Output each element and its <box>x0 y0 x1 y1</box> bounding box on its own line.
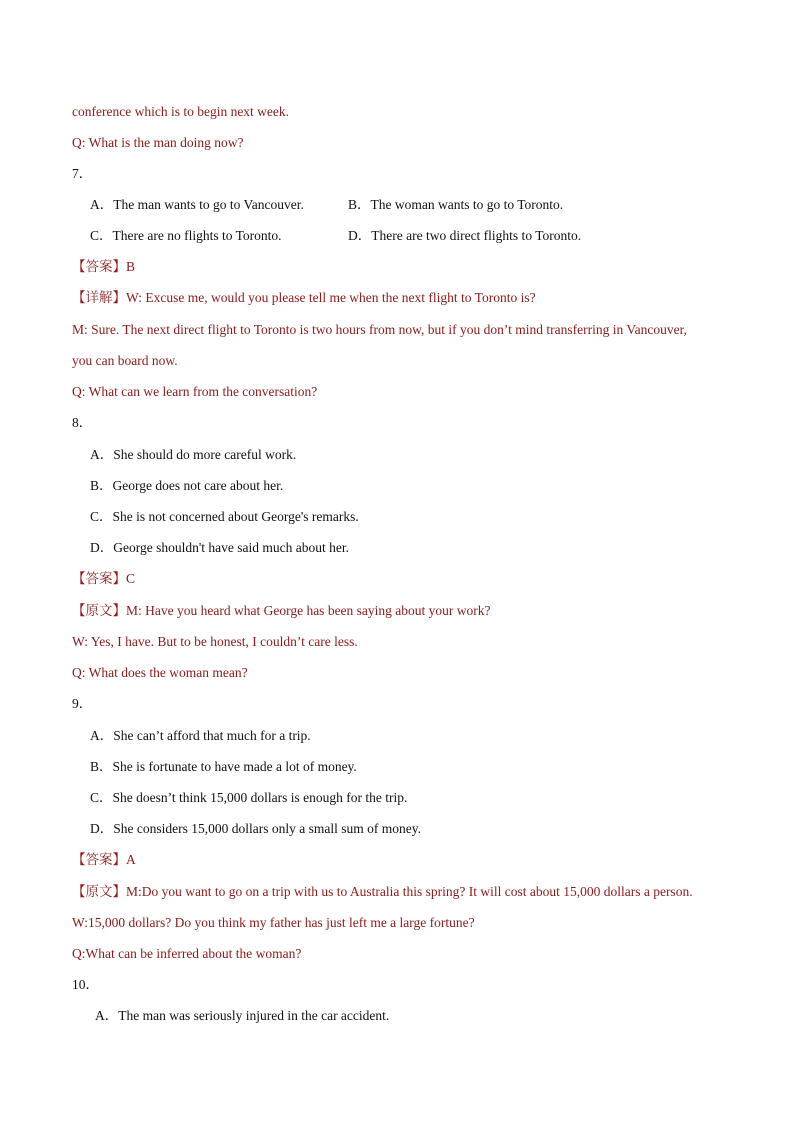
q9-option-c: C．She doesn’t think 15,000 dollars is enough for the trip. <box>90 790 408 805</box>
q8-option-d: D．George shouldn't have said much about her. <box>90 540 350 555</box>
q9-answer: 【答案】A <box>72 852 136 867</box>
q7-option-d: D．There are two direct flights to Toronto. <box>348 228 582 243</box>
q9-option-d: D．She considers 15,000 dollars only a small sum of money. <box>90 821 421 836</box>
q8-transcript-question: Q: What does the woman mean? <box>72 665 248 680</box>
transcript-question: Q: What is the man doing now? <box>72 135 244 150</box>
q8-option-a: A．She should do more careful work. <box>90 447 297 462</box>
q9-transcript-w: W:15,000 dollars? Do you think my father has just left me a large fortune? <box>72 915 475 930</box>
q7-transcript-m: M: Sure. The next direct flight to Toronto is two hours from now, but if you don’t mind transferring in Vancouver, <box>72 322 687 337</box>
question-number-7: 7． <box>72 166 93 181</box>
q9-option-a: A．She can’t afford that much for a trip. <box>90 728 311 743</box>
q8-option-c: C．She is not concerned about George's remarks. <box>90 509 359 524</box>
question-number-8: 8． <box>72 415 93 430</box>
q9-transcript-question: Q:What can be inferred about the woman? <box>72 946 302 961</box>
q10-option-a: A．The man was seriously injured in the car accident. <box>95 1008 390 1023</box>
q7-option-b: B．The woman wants to go to Toronto. <box>348 197 564 212</box>
transcript-line: conference which is to begin next week. <box>72 104 290 119</box>
q7-detail: 【详解】W: Excuse me, would you please tell me when the next flight to Toronto is? <box>72 290 536 305</box>
q7-transcript-m-cont: you can board now. <box>72 353 178 368</box>
q7-answer: 【答案】B <box>72 259 136 274</box>
q7-transcript-question: Q: What can we learn from the conversation? <box>72 384 318 399</box>
question-number-10: 10． <box>72 977 99 992</box>
q7-option-a: A．The man wants to go to Vancouver. <box>90 197 304 212</box>
q8-transcript-w: W: Yes, I have. But to be honest, I couldn’t care less. <box>72 634 358 649</box>
q8-answer: 【答案】C <box>72 571 136 586</box>
q8-option-b: B．George does not care about her. <box>90 478 284 493</box>
q9-original: 【原文】M:Do you want to go on a trip with us to Australia this spring? It will cost about 15,000 dollars a person. <box>72 884 693 899</box>
q9-option-b: B．She is fortunate to have made a lot of money. <box>90 759 357 774</box>
q8-original: 【原文】M: Have you heard what George has been saying about your work? <box>72 603 491 618</box>
q7-option-c: C．There are no flights to Toronto. <box>90 228 282 243</box>
question-number-9: 9． <box>72 696 93 711</box>
